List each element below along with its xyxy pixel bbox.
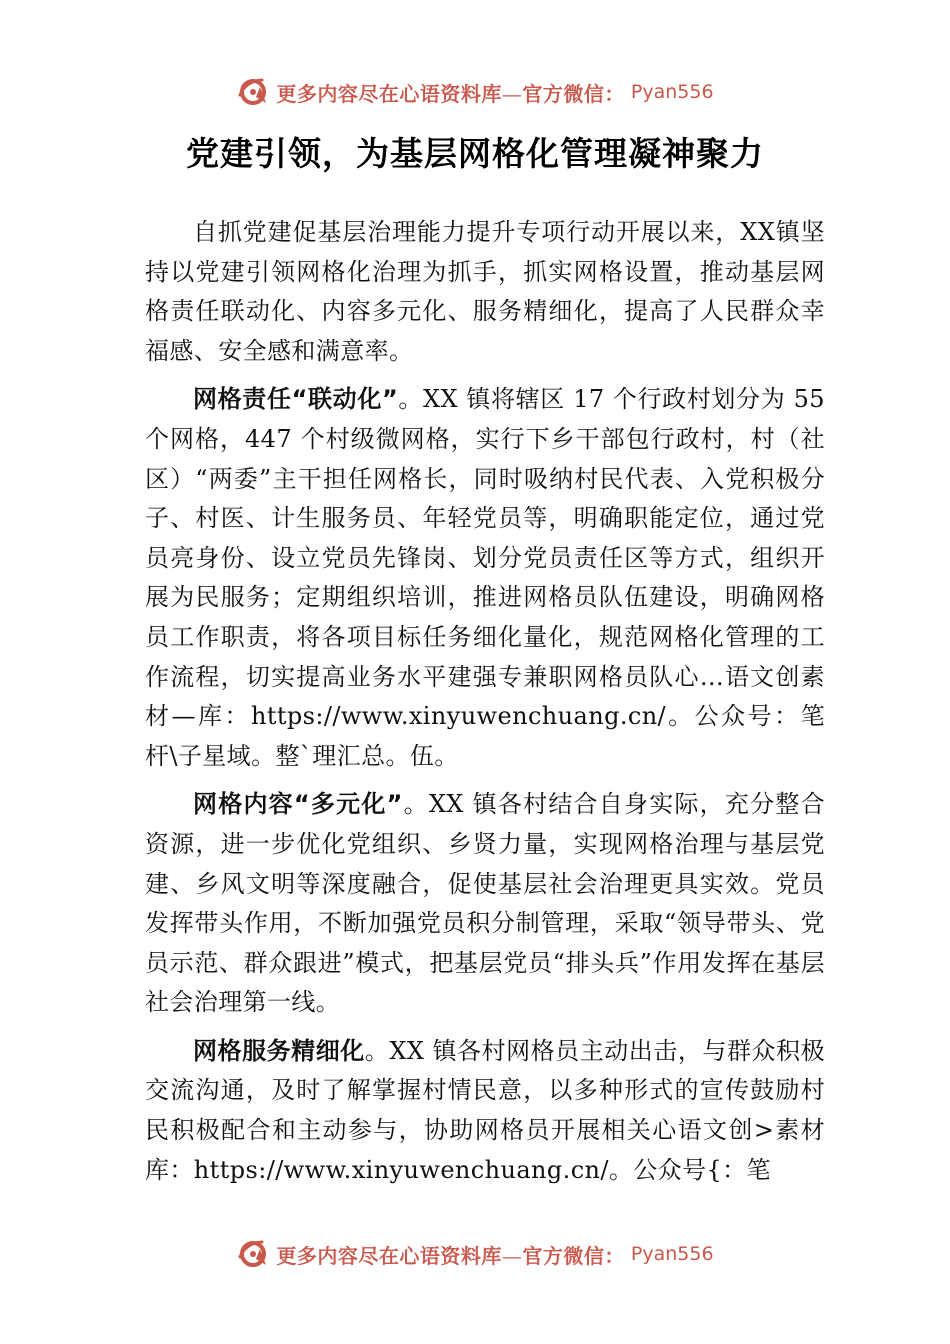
logo-icon	[236, 1237, 270, 1271]
banner-title: 更多内容尽在心语资料库—官方微信：	[276, 1243, 625, 1268]
logo-icon	[236, 75, 270, 109]
wechat-id: Pyan556	[630, 1243, 714, 1265]
paragraph-text: 。XX 镇将辖区 17 个行政村划分为 55 个网格，447 个村级微网格，实行下乡干部包行政村，村（社区）“两委”主干担任网格长，同时吸纳村民代表、入党积极分子、村医、计生服务员、年轻党员等，明确职能定位，通过党员亮身份、设立党员先锋岗、划分党员责任区等方式，组织开展为民服务；定期组织培训，推进网格员队伍建设，明确网格员工作职责，将各项目标任务细化量化，规范网格化管理的工作流程，切实提高业务水平建强专兼职网格员队心…语文创素材—库：https://www.xinyuwenchuang.cn/。公众号：笔杆\子星域。整`理汇总。伍。	[145, 385, 825, 770]
paragraph	[145, 213, 825, 371]
paragraph-text: 自抓党建促基层治理能力提升专项行动开展以来，XX镇坚持以党建引领网格化治理为抓手，抓实网格设置，推动基层网格责任联动化、内容多元化、服务精细化，提高了人民群众幸福感、安全感和满意率。	[145, 218, 825, 365]
paragraph-lead: 网格责任“联动化”	[193, 385, 399, 414]
paragraph	[145, 1032, 825, 1190]
wechat-id: Pyan556	[630, 81, 714, 103]
document-title: 党建引领，为基层网格化管理凝神聚力	[186, 134, 764, 173]
footer-banner	[0, 1232, 950, 1276]
paragraph-text: 。XX 镇各村结合自身实际，充分整合资源，进一步优化党组织、乡贤力量，实现网格治理与基层党建、乡风文明等深度融合，促使基层社会治理更具实效。党员发挥带头作用，不断加强党员积分制管理，采取“领导带头、党员示范、群众跟进”模式，把基层党员“排头兵”作用发挥在基层社会治理第一线。	[145, 790, 825, 1017]
paragraph-lead: 网格服务精细化	[193, 1036, 365, 1065]
paragraph-lead: 网格内容“多元化”	[193, 790, 403, 819]
header-banner	[0, 70, 950, 114]
paragraph	[145, 785, 825, 1023]
banner-title: 更多内容尽在心语资料库—官方微信：	[276, 81, 625, 106]
paragraph-text: 。XX 镇各村网格员主动出击，与群众积极交流沟通，及时了解掌握村情民意，以多种形式的宣传鼓励村民积极配合和主动参与，协助网格员开展相关心语文创>素材库：https://www.xinyuwenchuang.cn/。公众号{：笔	[145, 1036, 825, 1184]
paragraph	[145, 380, 825, 776]
document-body	[145, 213, 825, 1199]
